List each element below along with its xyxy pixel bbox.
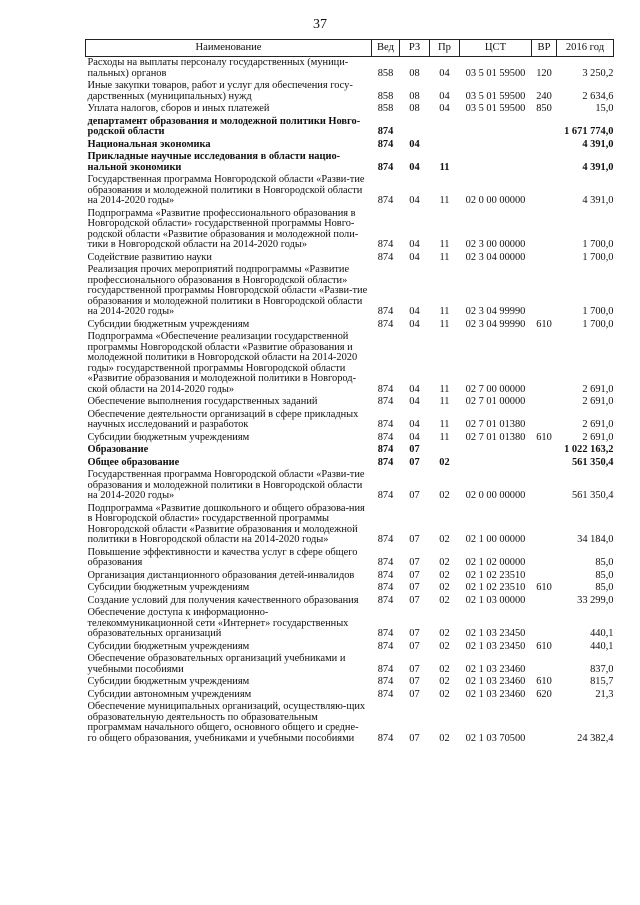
cell-name: Субсидии бюджетным учреждениям — [87, 676, 250, 687]
cell-ved: 874 — [377, 640, 394, 652]
cell-ved: 874 — [377, 456, 394, 468]
cell-name: Обеспечение доступа к информационно-телекоммуникационной сети «Интернет» государственных образовательных организаций — [87, 607, 349, 639]
cell-pr: 02 — [439, 732, 450, 744]
cell-rz: 04 — [409, 239, 420, 250]
cell-ved: 874 — [377, 628, 394, 639]
cell-pr: 02 — [439, 557, 450, 568]
cell-pr: 02 — [439, 456, 450, 468]
cell-amount: 2 634,6 — [582, 90, 614, 102]
cell-pr: 11 — [439, 419, 450, 430]
cell-cst: 02 1 03 23460 — [465, 688, 526, 700]
cell-name: Государственная программа Новгородской области «Разви-тие образования и молодежной политики в Новгородской области на 2014-2020 годы» — [87, 174, 365, 206]
cell-name: Государственная программа Новгородской области «Разви-тие образования и молодежной политики в Новгородской области на 2014-2020 годы» — [87, 469, 365, 501]
cell-name: Национальная экономика — [87, 138, 211, 150]
cell-pr: 11 — [439, 251, 450, 263]
cell-amount: 561 350,4 — [571, 490, 614, 501]
cell-vr — [532, 570, 557, 583]
cell-rz: 08 — [409, 90, 420, 102]
cell-rz: 04 — [409, 318, 420, 330]
cell-cst: 02 7 01 01380 — [465, 431, 526, 443]
cell-pr — [430, 444, 460, 457]
table-row — [86, 331, 614, 396]
cell-ved: 874 — [377, 306, 394, 317]
cell-cst: 02 1 02 00000 — [465, 557, 526, 568]
column-header-year: 2016 год — [557, 40, 614, 57]
cell-pr: 04 — [439, 67, 450, 79]
cell-vr — [532, 469, 557, 503]
cell-name: Повышение эффективности и качества услуг в сфере общего образования — [87, 546, 358, 568]
cell-pr: 02 — [439, 676, 450, 687]
table-row — [86, 582, 614, 595]
table-row — [86, 252, 614, 265]
cell-amount: 21,3 — [595, 688, 614, 700]
table-row — [86, 151, 614, 174]
cell-cst: 02 0 00 00000 — [465, 195, 526, 206]
cell-rz: 07 — [409, 640, 420, 652]
cell-amount: 2 691,0 — [582, 419, 614, 430]
table-row — [86, 396, 614, 409]
cell-ved: 874 — [377, 594, 394, 606]
cell-cst — [460, 139, 532, 152]
cell-pr: 02 — [439, 534, 450, 545]
cell-rz: 04 — [409, 251, 420, 263]
cell-name: Обеспечение образовательных организаций учебниками и учебными пособиями — [87, 653, 346, 675]
cell-pr: 04 — [439, 103, 450, 114]
cell-amount: 1 700,0 — [582, 239, 614, 250]
cell-vr — [532, 409, 557, 432]
cell-ved: 874 — [377, 126, 394, 137]
cell-rz: 07 — [409, 676, 420, 687]
cell-name: Подпрограмма «Развитие дошкольного и общего образова-ния в Новгородской области» государственной программы Новгородской области «Развитие образования и молодежной политики в Новгородской области на 2014-2020 годы» — [87, 502, 365, 545]
table-row — [86, 139, 614, 152]
cell-amount: 15,0 — [595, 103, 614, 114]
cell-cst: 02 3 00 00000 — [465, 239, 526, 250]
table-row — [86, 701, 614, 745]
cell-rz: 07 — [409, 594, 420, 606]
cell-rz: 07 — [409, 688, 420, 700]
cell-pr: 11 — [439, 318, 450, 330]
cell-cst: 02 1 03 70500 — [465, 732, 526, 744]
cell-rz: 07 — [409, 490, 420, 501]
cell-cst — [460, 444, 532, 457]
cell-vr: 850 — [536, 103, 552, 114]
table-row — [86, 264, 614, 319]
page-number: 37 — [313, 17, 327, 32]
cell-ved: 874 — [377, 534, 394, 545]
cell-cst — [460, 151, 532, 174]
cell-vr — [532, 174, 557, 208]
cell-pr — [430, 139, 460, 152]
table-row — [86, 653, 614, 676]
cell-rz: 08 — [409, 67, 420, 79]
cell-cst: 03 5 01 59500 — [465, 90, 526, 102]
cell-name: Подпрограмма «Развитие профессионального образования в Новгородской области» государственной программы Новго-родской области «Развитие образования и молодежной поли-тики в Новгородской области на 2014-2020 годы» — [87, 207, 359, 250]
cell-pr: 04 — [439, 90, 450, 102]
cell-amount: 1 700,0 — [582, 251, 614, 263]
cell-vr: 610 — [536, 676, 552, 687]
cell-vr: 240 — [536, 90, 552, 102]
table-row — [86, 444, 614, 457]
cell-rz: 07 — [409, 628, 420, 639]
cell-ved: 874 — [377, 419, 394, 430]
cell-rz: 04 — [409, 383, 420, 395]
cell-vr — [532, 547, 557, 570]
cell-cst — [460, 457, 532, 470]
cell-amount: 33 299,0 — [577, 594, 614, 606]
cell-rz: 04 — [409, 195, 420, 206]
table-row — [86, 319, 614, 332]
cell-amount: 561 350,4 — [571, 456, 614, 468]
table-header-row — [86, 40, 614, 57]
cell-rz: 07 — [409, 456, 420, 468]
cell-vr — [532, 139, 557, 152]
table-row — [86, 689, 614, 702]
cell-vr — [532, 208, 557, 252]
cell-ved: 858 — [377, 103, 394, 114]
cell-vr — [532, 331, 557, 396]
cell-vr — [532, 653, 557, 676]
cell-vr — [532, 444, 557, 457]
cell-name: Субсидии бюджетным учреждениям — [87, 582, 250, 593]
cell-pr: 11 — [439, 396, 450, 407]
cell-name: Прикладные научные исследования в области нацио-нальной экономики — [87, 151, 341, 173]
cell-cst: 02 7 00 00000 — [465, 383, 526, 395]
cell-cst: 02 1 03 23450 — [465, 628, 526, 639]
cell-vr: 610 — [536, 640, 552, 652]
cell-name: Подпрограмма «Обеспечение реализации государственной программы Новгородской области «Развитие образования и молодежной политики в Новгородской области на 2014-2020 годы» государственной программы Новгородской области «Развитие образования и молодежной политики в Новгород-ской области на 2014-2020 годы» — [87, 331, 358, 395]
cell-vr: 610 — [536, 431, 552, 443]
table-row — [86, 469, 614, 503]
cell-pr: 11 — [439, 161, 450, 173]
cell-vr — [532, 396, 557, 409]
cell-cst: 02 1 03 23460 — [465, 676, 526, 687]
cell-rz: 07 — [409, 444, 420, 455]
cell-amount: 2 691,0 — [582, 396, 614, 407]
cell-amount: 24 382,4 — [577, 732, 614, 744]
cell-name: Содействие развитию науки — [87, 251, 212, 263]
cell-cst: 03 5 01 59500 — [465, 103, 526, 114]
cell-cst: 02 1 03 00000 — [465, 594, 526, 606]
cell-amount: 4 391,0 — [582, 195, 614, 206]
column-header-cst: ЦСТ — [460, 40, 532, 57]
cell-ved: 874 — [377, 383, 394, 395]
table-row — [86, 80, 614, 103]
cell-ved: 858 — [377, 90, 394, 102]
table-row — [86, 570, 614, 583]
cell-vr: 610 — [536, 318, 552, 330]
cell-vr — [532, 264, 557, 319]
cell-amount: 2 691,0 — [582, 383, 614, 395]
table-row — [86, 607, 614, 641]
cell-name: Уплата налогов, сборов и иных платежей — [87, 103, 270, 114]
column-header-name: Наименование — [86, 40, 372, 57]
cell-ved: 874 — [377, 490, 394, 501]
table-row — [86, 595, 614, 608]
cell-ved: 874 — [377, 318, 394, 330]
cell-name: Общее образование — [87, 456, 180, 468]
table-row — [86, 676, 614, 689]
cell-cst: 02 1 03 23450 — [465, 640, 526, 652]
cell-rz: 04 — [409, 306, 420, 317]
cell-cst: 03 5 01 59500 — [465, 67, 526, 79]
cell-cst: 02 3 04 99990 — [465, 318, 526, 330]
cell-amount: 2 691,0 — [582, 431, 614, 443]
cell-rz: 07 — [409, 582, 420, 593]
cell-ved: 874 — [377, 239, 394, 250]
cell-name: Субсидии автономным учреждениям — [87, 688, 252, 700]
cell-pr: 11 — [439, 239, 450, 250]
cell-ved: 874 — [377, 663, 394, 675]
cell-rz: 07 — [409, 569, 420, 581]
cell-amount: 85,0 — [595, 582, 614, 593]
table-row — [86, 208, 614, 252]
table-row — [86, 547, 614, 570]
cell-ved: 874 — [377, 557, 394, 568]
cell-name: Создание условий для получения качественного образования — [87, 594, 359, 606]
cell-rz: 07 — [409, 534, 420, 545]
cell-ved: 874 — [377, 138, 394, 150]
cell-pr: 11 — [439, 383, 450, 395]
table-row — [86, 174, 614, 208]
cell-rz: 04 — [409, 431, 420, 443]
cell-vr: 620 — [536, 688, 552, 700]
cell-name: Обеспечение муниципальных организаций, осуществляю-щих образовательную деятельность по образовательным программам начального общего, основного общего и средне-го общего образования, учебниками и учебными пособиями — [87, 701, 366, 744]
cell-vr — [532, 252, 557, 265]
cell-name: департамент образования и молодежной политики Новго-родской области — [87, 115, 361, 137]
table-row — [86, 457, 614, 470]
cell-amount: 837,0 — [590, 663, 614, 675]
cell-name: Организация дистанционного образования детей-инвалидов — [87, 569, 355, 581]
cell-ved: 874 — [377, 732, 394, 744]
cell-vr: 120 — [536, 67, 552, 79]
cell-name: Реализация прочих мероприятий подпрограммы «Развитие профессионального образования в Новгородской области» государственной программы Новгородской области «Разви-тие образования и молодежной политики в Новгородской области на 2014-2020 годы» — [87, 264, 368, 317]
cell-name: Иные закупки товаров, работ и услуг для обеспечения госу-дарственных (муниципальных) нужд — [87, 80, 353, 102]
cell-vr — [532, 701, 557, 745]
cell-cst: 02 0 00 00000 — [465, 490, 526, 501]
cell-cst: 02 1 02 23510 — [465, 582, 526, 593]
cell-amount: 34 184,0 — [577, 534, 614, 545]
cell-vr — [532, 503, 557, 547]
cell-amount: 440,1 — [590, 628, 614, 639]
cell-cst: 02 3 04 99990 — [465, 306, 526, 317]
cell-name: Расходы на выплаты персоналу государственных (муници-пальных) органов — [87, 57, 349, 79]
cell-pr: 11 — [439, 306, 450, 317]
cell-vr — [532, 151, 557, 174]
cell-rz: 04 — [409, 396, 420, 407]
cell-amount: 1 671 774,0 — [564, 126, 614, 137]
cell-ved: 874 — [377, 431, 394, 443]
cell-cst: 02 3 04 00000 — [465, 251, 526, 263]
table-row — [86, 116, 614, 139]
table-row — [86, 57, 614, 81]
cell-pr: 02 — [439, 569, 450, 581]
cell-rz: 04 — [409, 419, 420, 430]
cell-pr: 02 — [439, 594, 450, 606]
cell-pr: 11 — [439, 431, 450, 443]
column-header-vr: ВР — [532, 40, 557, 57]
cell-vr — [532, 607, 557, 641]
cell-rz — [400, 116, 430, 139]
cell-cst: 02 1 00 00000 — [465, 534, 526, 545]
cell-rz: 07 — [409, 732, 420, 744]
cell-cst: 02 1 02 23510 — [465, 569, 526, 581]
cell-amount: 4 391,0 — [582, 161, 614, 173]
cell-pr: 02 — [439, 640, 450, 652]
cell-pr: 02 — [439, 628, 450, 639]
cell-cst — [460, 116, 532, 139]
cell-rz: 07 — [409, 557, 420, 568]
cell-name: Субсидии бюджетным учреждениям — [87, 431, 250, 443]
cell-ved: 874 — [377, 676, 394, 687]
cell-pr — [430, 116, 460, 139]
cell-amount: 85,0 — [595, 569, 614, 581]
column-header-ved: Вед — [372, 40, 400, 57]
table-row — [86, 103, 614, 116]
cell-cst: 02 1 03 23460 — [465, 663, 526, 675]
cell-rz: 08 — [409, 103, 420, 114]
cell-rz: 04 — [409, 161, 420, 173]
cell-vr — [532, 595, 557, 608]
cell-pr: 02 — [439, 582, 450, 593]
cell-ved: 874 — [377, 195, 394, 206]
table-row — [86, 641, 614, 654]
cell-rz: 04 — [409, 138, 420, 150]
table-row — [86, 503, 614, 547]
cell-rz: 07 — [409, 663, 420, 675]
cell-cst: 02 7 01 00000 — [465, 396, 526, 407]
cell-amount: 815,7 — [590, 676, 614, 687]
column-header-pr: Пр — [430, 40, 460, 57]
cell-amount: 3 250,2 — [582, 67, 614, 79]
table-row — [86, 409, 614, 432]
cell-vr — [532, 116, 557, 139]
cell-cst: 02 7 01 01380 — [465, 419, 526, 430]
cell-name: Субсидии бюджетным учреждениям — [87, 640, 250, 652]
cell-ved: 874 — [377, 688, 394, 700]
cell-amount: 1 022 163,2 — [564, 444, 614, 455]
cell-name: Обеспечение деятельности организаций в сфере прикладных научных исследований и разработок — [87, 408, 359, 430]
cell-amount: 1 700,0 — [582, 318, 614, 330]
cell-ved: 874 — [377, 396, 394, 407]
table-body — [86, 57, 614, 746]
cell-pr: 02 — [439, 663, 450, 675]
cell-pr: 02 — [439, 688, 450, 700]
cell-pr: 02 — [439, 490, 450, 501]
cell-name: Образование — [87, 444, 149, 455]
cell-amount: 440,1 — [590, 640, 614, 652]
cell-name: Обеспечение выполнения государственных заданий — [87, 396, 318, 407]
cell-vr: 610 — [536, 582, 552, 593]
cell-ved: 874 — [377, 251, 394, 263]
column-header-rz: РЗ — [400, 40, 430, 57]
cell-ved: 874 — [377, 161, 394, 173]
cell-name: Субсидии бюджетным учреждениям — [87, 318, 250, 330]
table-row — [86, 432, 614, 445]
budget-table — [85, 39, 614, 745]
cell-ved: 858 — [377, 67, 394, 79]
cell-ved: 874 — [377, 582, 394, 593]
cell-pr: 11 — [439, 195, 450, 206]
cell-amount: 1 700,0 — [582, 306, 614, 317]
cell-amount: 4 391,0 — [582, 138, 614, 150]
cell-amount: 85,0 — [595, 557, 614, 568]
cell-ved: 874 — [377, 569, 394, 581]
cell-vr — [532, 457, 557, 470]
cell-ved: 874 — [377, 444, 394, 455]
